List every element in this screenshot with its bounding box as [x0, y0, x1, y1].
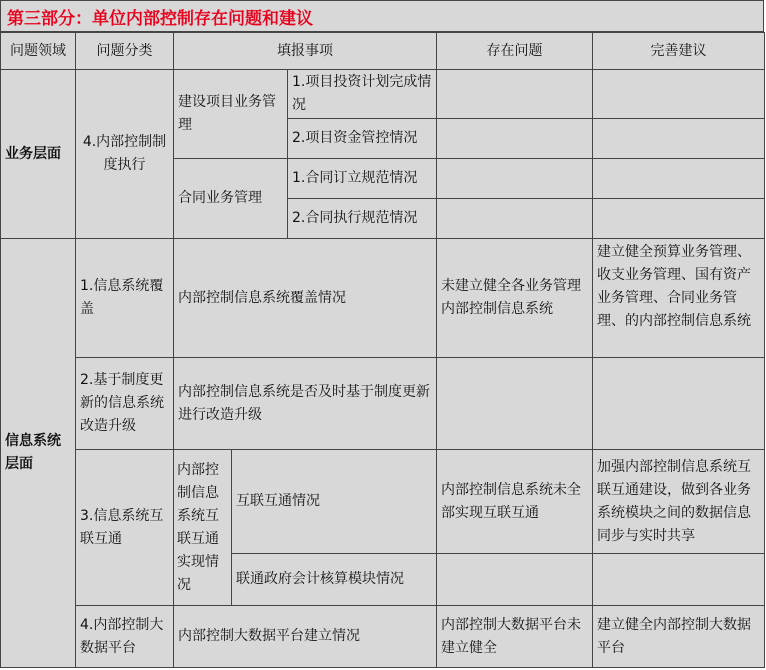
item-contract-execution: 2.合同执行规范情况: [288, 199, 437, 239]
item-system-upgrade: 内部控制信息系统是否及时基于制度更新进行改造升级: [174, 358, 437, 450]
category-interconnection: 3.信息系统互联互通: [76, 450, 174, 606]
suggestion-cell: [593, 358, 765, 450]
item-contract-signing: 1.合同订立规范情况: [288, 159, 437, 199]
issue-system-coverage: 未建立健全各业务管理内部控制信息系统: [437, 239, 593, 358]
item-accounting-module: 联通政府会计核算模块情况: [232, 554, 437, 606]
suggestion-cell: [593, 159, 765, 199]
suggestion-cell: [593, 554, 765, 606]
header-suggestion: 完善建议: [593, 33, 765, 70]
table-row: [1, 606, 765, 668]
suggestion-cell: [593, 70, 765, 119]
header-category: 问题分类: [76, 33, 174, 70]
issue-cell: [437, 119, 593, 159]
issue-cell: [437, 199, 593, 239]
table-row: [1, 450, 765, 554]
header-issue: 存在问题: [437, 33, 593, 70]
issue-big-data: 内部控制大数据平台未建立健全: [437, 606, 593, 668]
suggestion-interconnection: 加强内部控制信息系统互联互通建设，做到各业务系统模块之间的数据信息同步与实时共享: [593, 450, 765, 554]
issue-cell: [437, 70, 593, 119]
item-fund-control: 2.项目资金管控情况: [288, 119, 437, 159]
area-business: 业务层面: [1, 70, 76, 239]
table-header-row: [1, 33, 765, 70]
section-title: 第三部分：单位内部控制存在问题和建议: [0, 0, 764, 32]
category-control-execution: 4.内部控制制度执行: [76, 70, 174, 239]
subcategory-interconnection: 内部控制信息系统互联互通实现情况: [174, 450, 232, 606]
item-big-data: 内部控制大数据平台建立情况: [174, 606, 437, 668]
subcategory-construction: 建设项目业务管理: [174, 70, 288, 159]
issue-interconnection: 内部控制信息系统未全部实现互联互通: [437, 450, 593, 554]
item-interconnection: 互联互通情况: [232, 450, 437, 554]
category-system-upgrade: 2.基于制度更新的信息系统改造升级: [76, 358, 174, 450]
suggestion-cell: [593, 119, 765, 159]
issues-table: [0, 32, 765, 668]
item-investment-plan: 1.项目投资计划完成情况: [288, 70, 437, 119]
issue-cell: [437, 554, 593, 606]
table-row: [1, 239, 765, 358]
item-system-coverage: 内部控制信息系统覆盖情况: [174, 239, 437, 358]
header-item: 填报事项: [174, 33, 437, 70]
subcategory-contract: 合同业务管理: [174, 159, 288, 239]
issue-cell: [437, 358, 593, 450]
header-area: 问题领域: [1, 33, 76, 70]
table-row: [1, 358, 765, 450]
category-system-coverage: 1.信息系统覆盖: [76, 239, 174, 358]
category-big-data: 4.内部控制大数据平台: [76, 606, 174, 668]
suggestion-system-coverage: 建立健全预算业务管理、收支业务管理、国有资产业务管理、合同业务管理、的内部控制信息系统: [593, 239, 765, 358]
suggestion-big-data: 建立健全内部控制大数据平台: [593, 606, 765, 668]
area-information-system: 信息系统层面: [1, 239, 76, 668]
table-row: [1, 70, 765, 119]
issue-cell: [437, 159, 593, 199]
suggestion-cell: [593, 199, 765, 239]
